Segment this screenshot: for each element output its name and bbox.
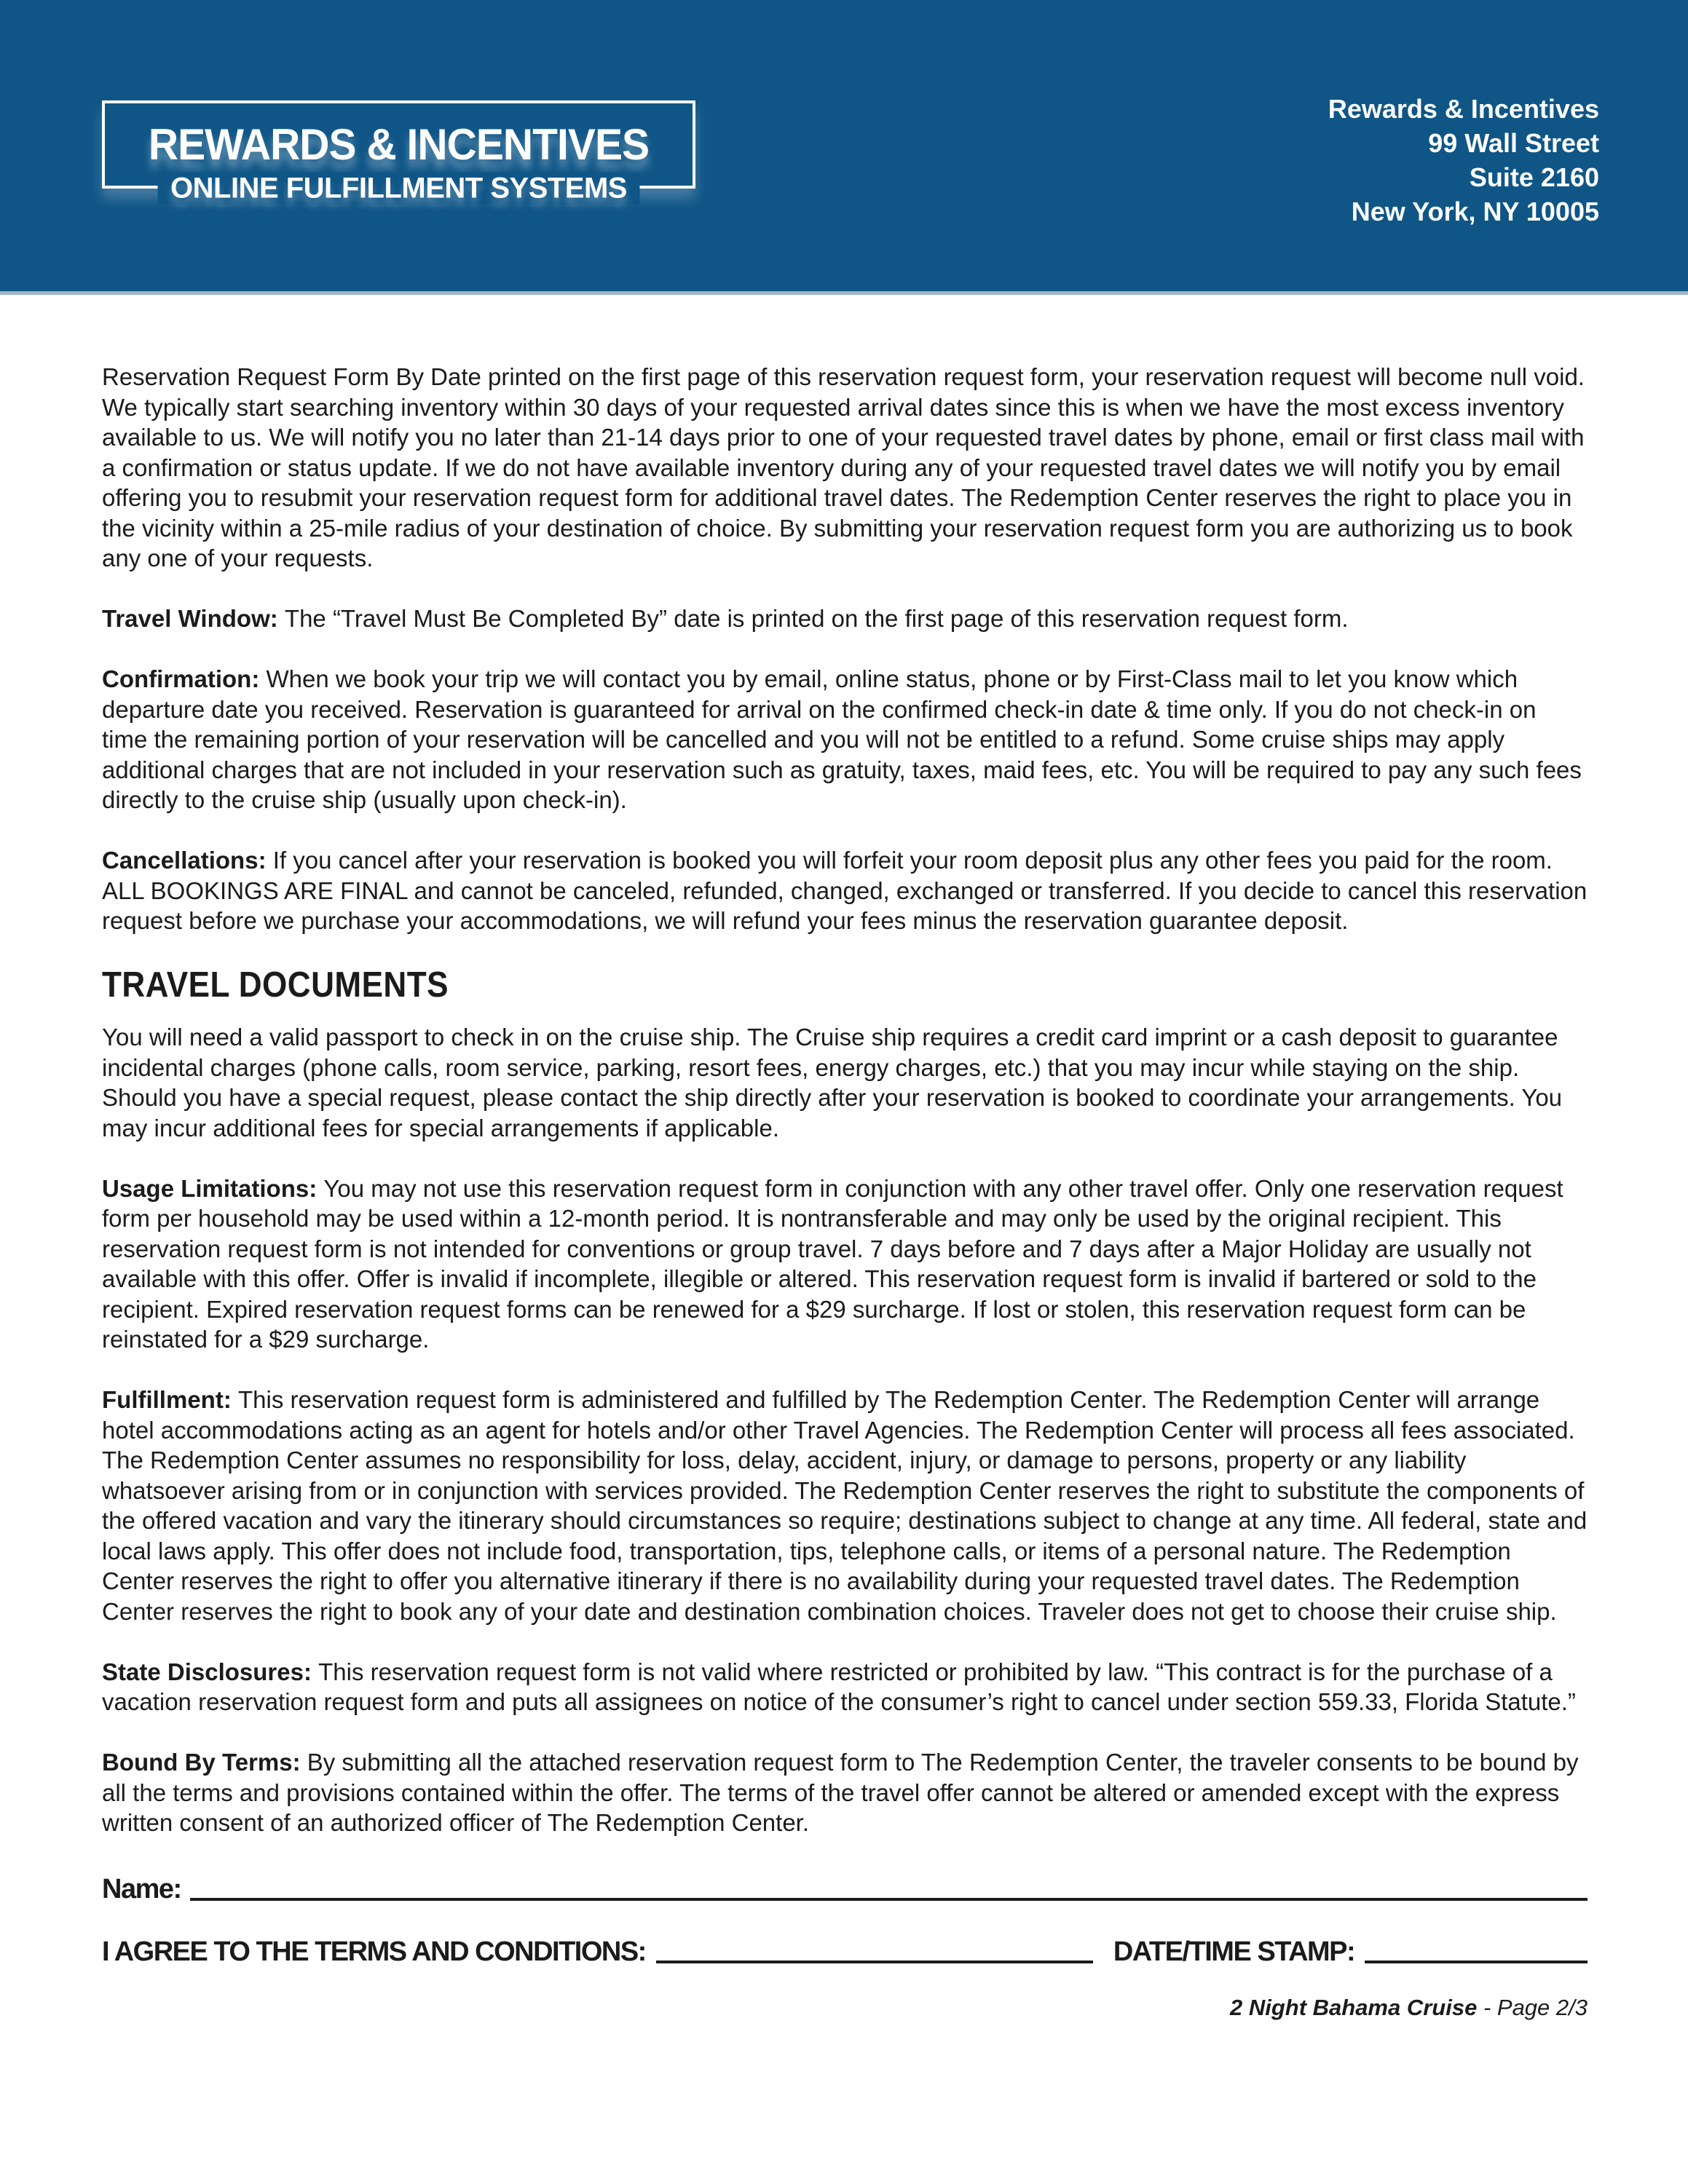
terms-paragraph: State Disclosures: This reservation request form is not valid where restricted or prohibited by law. “This contract is for the purchase of a vacation reservation request form and puts all assignees on notice of the consumer’s right to cancel under section 559.33, Florida Statute.” — [102, 1658, 1576, 1715]
terms-paragraph: Confirmation: When we book your trip we will contact you by email, online status, phone or by First-Class mail to let you know which departure date you received. Reservation is guaranteed for arrival on the confirmed check-in date & time only. If you do not check-in on time the remaining portion of your reservation will be cancelled and you will not be entitled to a refund. Some cruise ships may apply additional charges that are not included in your reservation such as gratuity, taxes, maid fees, etc. You will be required to pay any such fees directly to the cruise ship (usually upon check-in). — [102, 665, 1582, 813]
agree-label: I AGREE TO THE TERMS AND CONDITIONS: — [102, 1936, 646, 1967]
address-line: New York, NY 10005 — [1351, 197, 1599, 226]
terms-sections — [102, 362, 1588, 1838]
footer-doc-title: 2 Night Bahama Cruise — [1229, 1994, 1478, 2020]
page-footer — [102, 1994, 1588, 2022]
terms-paragraph: Cancellations: If you cancel after your reservation is booked you will forfeit your room deposit plus any other fees you paid for the room. ALL BOOKINGS ARE FINAL and cannot be canceled, refunded, changed, exchanged or transferred. If you decide to cancel this reservation request before we purchase your accommodations, we will refund your fees minus the reservation guarantee deposit. — [102, 847, 1588, 934]
logo-title: REWARDS & INCENTIVES — [148, 120, 650, 169]
company-logo — [102, 100, 695, 205]
logo-subtitle: ONLINE FULFILLMENT SYSTEMS — [157, 173, 640, 205]
terms-paragraph: Reservation Request Form By Date printed on the first page of this reservation request form, your reservation request will become null void. We typically start searching inventory within 30 days of your requested arrival dates since this is when we have the most excess inventory available to us. We will notify you no later than 21-14 days prior to one of your requested travel dates by phone, email or first class mail with a confirmation or status update. If we do not have available inventory during any of your requested travel dates we will notify you by email offering you to resubmit your reservation request form for additional travel dates. The Redemption Center reserves the right to place you in the vicinity within a 25-mile radius of your destination of choice. By submitting your reservation request form you are authorizing us to book any one of your requests. — [102, 363, 1585, 571]
paragraph-label: Travel Window: — [102, 605, 285, 632]
name-row — [102, 1872, 1588, 1907]
paragraph-label: Bound By Terms: — [102, 1749, 307, 1776]
section-heading — [102, 966, 1588, 1004]
signature-input-line[interactable] — [656, 1934, 1093, 1963]
terms-paragraph: Usage Limitations: You may not use this reservation request form in conjunction with any other travel offer. Only one reservation request form per household may be used within a 12-month period. It is nontransferable and may only be used by the original recipient. This reservation request form is not intended for conventions or group travel. 7 days before and 7 days after a Major Holiday are usually not available with this offer. Offer is invalid if incomplete, illegible or altered. This reservation request form is invalid if bartered or sold to the recipient. Expired reservation request forms can be renewed for a $29 surcharge. If lost or stolen, this reservation request form can be reinstated for a $29 surcharge. — [102, 1174, 1563, 1353]
section-heading-text: TRAVEL DOCUMENTS — [102, 965, 449, 1005]
terms-paragraph: Fulfillment: This reservation request form is administered and fulfilled by The Redemption Center. The Redemption Center will arrange hotel accommodations acting as an agent for hotels and/or other Travel Agencies. The Redemption Center will process all fees associated. The Redemption Center assumes no responsibility for loss, delay, accident, injury, or damage to persons, property or any liability whatsoever arising from or in conjunction with services provided. The Redemption Center reserves the right to substitute the components of the offered vacation and vary the itinerary should circumstances so require; destinations subject to change at any time. All federal, state and local laws apply. This offer does not include food, transportation, tips, telephone calls, or items of a personal nature. The Redemption Center reserves the right to offer you alternative itinerary if there is no availability during your requested travel dates. The Redemption Center reserves the right to book any of your date and destination combination choices. Traveler does not get to choose their cruise ship. — [102, 1386, 1588, 1625]
paragraph-label: Confirmation: — [102, 665, 267, 692]
terms-paragraph: You will need a valid passport to check in on the cruise ship. The Cruise ship requires a credit card imprint or a cash deposit to guarantee incidental charges (phone calls, room service, parking, resort fees, energy charges, etc.) that you may incur while staying on the ship. Should you have a special request, please contact the ship directly after your reservation is booked to coordinate your arrangements. You may incur additional fees for special arrangements if applicable. — [102, 1024, 1563, 1142]
paragraph-label: Cancellations: — [102, 847, 273, 874]
name-input-line[interactable] — [190, 1872, 1588, 1901]
terms-paragraph: Travel Window: The “Travel Must Be Completed By” date is printed on the first page of this reservation request form. — [102, 605, 1349, 632]
agreement-row — [102, 1934, 1588, 1969]
paragraph-label: Usage Limitations: — [102, 1174, 324, 1202]
paragraph-label: State Disclosures: — [102, 1658, 319, 1685]
document-body — [0, 295, 1688, 2022]
address-line: 99 Wall Street — [1428, 128, 1599, 158]
address-line: Suite 2160 — [1469, 162, 1599, 192]
terms-paragraph: Bound By Terms: By submitting all the attached reservation request form to The Redemption Center, the traveler consents to be bound by all the terms and provisions contained within the offer. The terms of the travel offer cannot be altered or amended except with the express written consent of an authorized officer of The Redemption Center. — [102, 1749, 1579, 1836]
address-line: Rewards & Incentives — [1328, 94, 1599, 124]
header-banner — [0, 0, 1688, 295]
datetime-input-line[interactable] — [1365, 1934, 1588, 1963]
paragraph-label: Fulfillment: — [102, 1386, 238, 1413]
banner-bottom-edge — [0, 291, 1688, 295]
company-address — [1328, 92, 1599, 229]
datetime-stamp-label: DATE/TIME STAMP: — [1113, 1936, 1355, 1967]
name-label: Name: — [102, 1873, 181, 1904]
footer-page-number: - Page 2/3 — [1477, 1994, 1588, 2020]
